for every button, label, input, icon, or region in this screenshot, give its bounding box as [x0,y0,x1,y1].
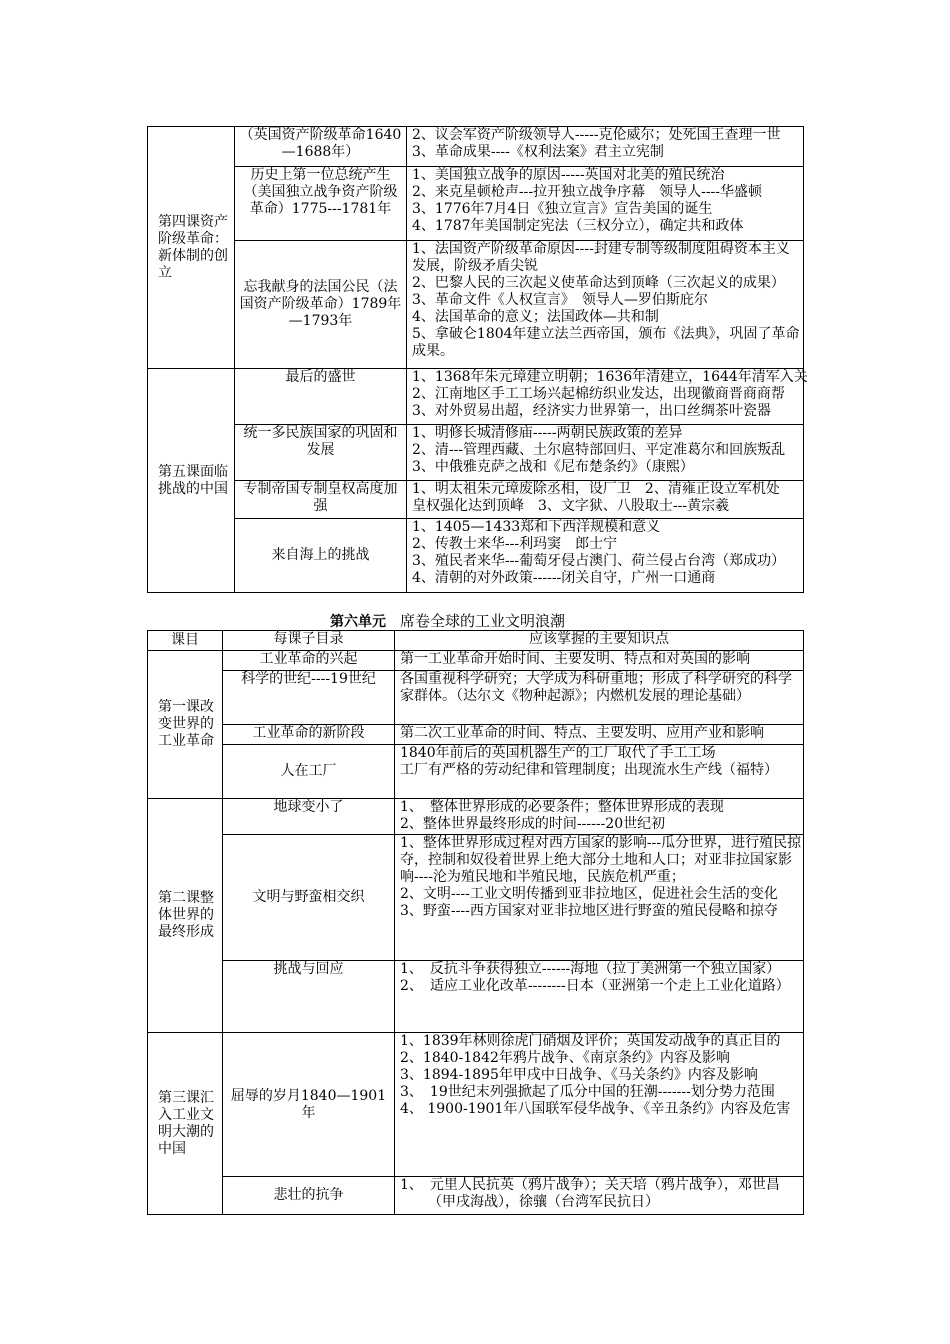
topic-cell: （英国资产阶级革命1640—1688年） [235,127,407,167]
point-line: 1、1839年林则徐虎门硝烟及评价；英国发动战争的真正目的 [400,1033,781,1049]
topic-cell: 科学的世纪----19世纪 [223,671,395,725]
unit-title: 席卷全球的工业文明浪潮 [400,612,566,630]
point-line: 1、明修长城清修庙-----两朝民族政策的差异 [412,425,683,441]
points-cell [407,369,808,425]
points-cell [395,1033,804,1177]
point-line: 4、法国革命的意义；法国政体—共和制 [412,309,659,325]
point-line: 3、革命文件《人权宣言》 领导人—罗伯斯庇尔 [412,292,708,308]
lesson-title: 第二课整体世界的最终形成 [148,799,223,1033]
point-line: 1、 元里人民抗英（鸦片战争）；关天培（鸦片战争），邓世昌（甲戌海战），徐骧（台湾军民抗日） [400,1177,780,1210]
points-cell [407,127,804,167]
points-cell [395,651,804,671]
points-cell [395,745,804,799]
point-line: 1、美国独立战争的原因-----英国对北美的殖民统治 [412,167,725,183]
topic-cell: 统一多民族国家的巩固和发展 [235,425,407,481]
topic-cell: 人在工厂 [223,745,395,799]
topic-cell: 最后的盛世 [235,369,407,425]
point-line: 3、对外贸易出超，经济实力世界第一，出口丝绸茶叶瓷器 [412,403,771,419]
topic-cell: 来自海上的挑战 [235,519,407,593]
point-line: 1、明太祖朱元璋废除丞相，设厂卫 2、清雍正设立军机处 [412,481,780,497]
unit6-knowledge-table [147,630,804,1215]
topic-cell: 地球变小了 [223,799,395,835]
topic-cell: 工业革命的新阶段 [223,725,395,745]
point-line: 3、1776年7月4日《独立宣言》宣告美国的诞生 [412,201,713,217]
top-knowledge-table [147,126,808,593]
topic-cell: 忘我献身的法国公民（法国资产阶级革命）1789年—1793年 [235,241,407,369]
header-subtopics: 每课子目录 [223,631,395,651]
points-cell [407,519,804,593]
topic-cell: 悲壮的抗争 [223,1177,395,1215]
points-cell [407,481,804,519]
point-line: 2、整体世界最终形成的时间------20世纪初 [400,816,666,832]
point-line: 第一工业革命开始时间、主要发明、特点和对英国的影响 [400,651,750,667]
point-line: 工厂有严格的劳动纪律和管理制度；出现流水生产线（福特） [400,762,778,778]
point-line: 3、革命成果----《权利法案》君主立宪制 [412,144,664,160]
point-line: 2、清---管理西藏、土尔扈特部回归、平定准葛尔和回族叛乱 [412,442,786,458]
point-line: 1、法国资产阶级革命原因----封建专制等级制度阻碍资本主义发展，阶级矛盾尖锐 [412,241,790,274]
point-line: 2、 适应工业化改革--------日本（亚洲第一个走上工业化道路） [400,978,790,994]
point-line: 4、 1900-1901年八国联军侵华战争、《辛丑条约》内容及危害 [400,1101,791,1117]
point-line: 1、 整体世界形成的必要条件；整体世界形成的表现 [400,799,724,815]
point-line: 4、1787年美国制定宪法（三权分立），确定共和政体 [412,218,744,234]
point-line: 1、 反抗斗争获得独立------海地（拉丁美洲第一个独立国家） [400,961,781,977]
point-line: 2、议会军资产阶级领导人-----克伦威尔；处死国王查理一世 [412,127,781,143]
point-line: 2、江南地区手工工场兴起棉纺织业发达，出现徽商晋商商帮 [412,386,785,402]
topic-cell: 专制帝国专制皇权高度加强 [235,481,407,519]
point-line: 3、 19世纪末列强掀起了瓜分中国的狂潮-------划分势力范围 [400,1084,775,1100]
points-cell [395,725,804,745]
unit-label: 第六单元 [330,614,386,630]
point-line: 2、1840-1842年鸦片战争、《南京条约》内容及影响 [400,1050,730,1066]
point-line: 3、1894-1895年甲戌中日战争、《马关条约》内容及影响 [400,1067,758,1083]
point-line: 2、来克星顿枪声---拉开独立战争序幕 领导人----华盛顿 [412,184,763,200]
topic-cell: 挑战与回应 [223,961,395,1033]
point-line: 3、中俄雅克萨之战和《尼布楚条约》（康熙） [412,459,694,475]
topic-cell: 文明与野蛮相交织 [223,835,395,961]
lesson-title: 第五课面临挑战的中国 [148,369,235,593]
points-cell [395,961,804,1033]
topic-cell: 工业革命的兴起 [223,651,395,671]
point-line: 3、野蛮----西方国家对亚非拉地区进行野蛮的殖民侵略和掠夺 [400,903,778,919]
point-line: 第二次工业革命的时间、特点、主要发明、应用产业和影响 [400,725,764,741]
point-line: 1、整体世界形成过程对西方国家的影响---瓜分世界，进行殖民掠夺，控制和奴役着世界上绝大部分土地和人口；对亚非拉国家影响----沦为殖民地和半殖民地，民族危机严重； [400,835,802,885]
point-line: 2、传教士来华---利玛窦 郎士宁 [412,536,618,552]
header-course: 课目 [148,631,223,651]
point-line: 1、1405—1433郑和下西洋规模和意义 [412,519,661,535]
points-cell [407,167,804,241]
points-cell [407,241,804,369]
points-cell [395,671,804,725]
header-keypoints: 应该掌握的主要知识点 [395,631,804,651]
point-line: 2、文明----工业文明传播到亚非拉地区，促进社会生活的变化 [400,886,778,902]
lesson-title: 第三课汇入工业文明大潮的中国 [148,1033,223,1215]
point-line: 2、巴黎人民的三次起义使革命达到顶峰（三次起义的成果） [412,275,785,291]
topic-cell: 历史上第一位总统产生（美国独立战争资产阶级革命）1775---1781年 [235,167,407,241]
point-line: 4、清朝的对外政策------闭关自守，广州一口通商 [412,570,716,586]
points-cell [407,425,804,481]
lesson-title: 第一课改变世界的工业革命 [148,651,223,799]
point-line: 各国重视科学研究；大学成为科研重地；形成了科学研究的科学家群体。（达尔文《物种起源》；内燃机发展的理论基础） [400,671,792,704]
point-line: 5、拿破仑1804年建立法兰西帝国，颁布《法典》，巩固了革命成果。 [412,326,800,359]
unit-heading [330,612,565,631]
topic-cell: 屈辱的岁月1840—1901年 [223,1033,395,1177]
points-cell [395,835,804,961]
point-line: 1、1368年朱元璋建立明朝；1636年清建立，1644年清军入关 [412,369,808,385]
points-cell [395,1177,804,1215]
points-cell [395,799,804,835]
lesson-title: 第四课资产阶级革命：新体制的创立 [148,127,235,369]
point-line: 3、殖民者来华---葡萄牙侵占澳门、荷兰侵占台湾（郑成功） [412,553,786,569]
point-line: 1840年前后的英国机器生产的工厂取代了手工工场 [400,745,716,761]
point-line: 皇权强化达到顶峰 3、文字狱、八股取士---黄宗羲 [412,498,730,514]
